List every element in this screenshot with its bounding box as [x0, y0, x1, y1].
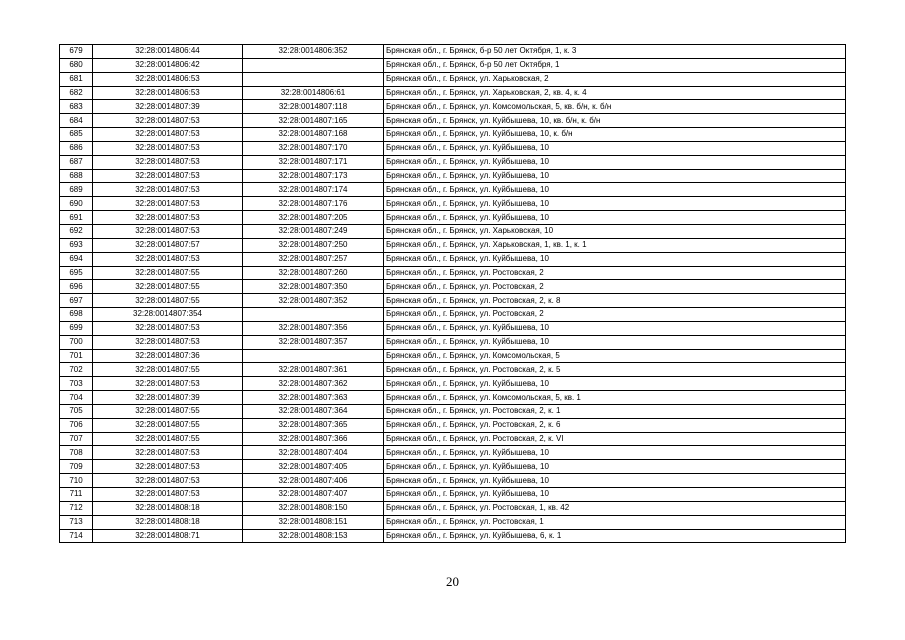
parent-cadastral-cell: 32:28:0014808:18	[93, 515, 243, 529]
cadastral-number-cell: 32:28:0014807:350	[243, 280, 384, 294]
cadastral-number-cell: 32:28:0014807:365	[243, 418, 384, 432]
address-cell: Брянская обл., г. Брянск, ул. Ростовская, 2, к. 1	[384, 404, 846, 418]
parent-cadastral-cell: 32:28:0014807:55	[93, 280, 243, 294]
address-cell: Брянская обл., г. Брянск, ул. Ростовская, 1, кв. 42	[384, 501, 846, 515]
parent-cadastral-cell: 32:28:0014808:71	[93, 529, 243, 543]
address-cell: Брянская обл., г. Брянск, ул. Харьковская, 2, кв. 4, к. 4	[384, 86, 846, 100]
row-number-cell: 688	[60, 169, 93, 183]
cadastral-number-cell: 32:28:0014807:260	[243, 266, 384, 280]
parent-cadastral-cell: 32:28:0014807:36	[93, 349, 243, 363]
cadastral-number-cell: 32:28:0014807:205	[243, 211, 384, 225]
parent-cadastral-cell: 32:28:0014807:53	[93, 141, 243, 155]
parent-cadastral-cell: 32:28:0014807:39	[93, 391, 243, 405]
address-cell: Брянская обл., г. Брянск, ул. Куйбышева, 10, кв. б/н, к. б/н	[384, 114, 846, 128]
cadastral-number-cell	[243, 308, 384, 322]
cadastral-number-cell	[243, 58, 384, 72]
cadastral-number-cell: 32:28:0014807:407	[243, 488, 384, 502]
table-row	[60, 238, 846, 252]
row-number-cell: 704	[60, 391, 93, 405]
address-cell: Брянская обл., г. Брянск, ул. Ростовская, 2, к. 5	[384, 363, 846, 377]
table-row	[60, 474, 846, 488]
cadastral-number-cell: 32:28:0014807:404	[243, 446, 384, 460]
cadastral-number-cell: 32:28:0014807:170	[243, 141, 384, 155]
row-number-cell: 714	[60, 529, 93, 543]
row-number-cell: 698	[60, 308, 93, 322]
parent-cadastral-cell: 32:28:0014807:39	[93, 100, 243, 114]
row-number-cell: 693	[60, 238, 93, 252]
table-row	[60, 114, 846, 128]
parent-cadastral-cell: 32:28:0014807:57	[93, 238, 243, 252]
cadastral-number-cell	[243, 349, 384, 363]
parent-cadastral-cell: 32:28:0014807:55	[93, 294, 243, 308]
property-registry-table	[59, 44, 846, 543]
row-number-cell: 685	[60, 128, 93, 142]
address-cell: Брянская обл., г. Брянск, ул. Куйбышева, 10	[384, 197, 846, 211]
table-row	[60, 418, 846, 432]
cadastral-number-cell: 32:28:0014807:168	[243, 128, 384, 142]
cadastral-number-cell: 32:28:0014807:357	[243, 335, 384, 349]
address-cell: Брянская обл., г. Брянск, ул. Ростовская, 2	[384, 308, 846, 322]
row-number-cell: 692	[60, 224, 93, 238]
table-row	[60, 183, 846, 197]
table-row	[60, 529, 846, 543]
address-cell: Брянская обл., г. Брянск, ул. Куйбышева, 10	[384, 377, 846, 391]
cadastral-number-cell: 32:28:0014807:362	[243, 377, 384, 391]
address-cell: Брянская обл., г. Брянск, ул. Куйбышева, 10, к. б/н	[384, 128, 846, 142]
cadastral-number-cell: 32:28:0014807:171	[243, 155, 384, 169]
address-cell: Брянская обл., г. Брянск, ул. Комсомольская, 5, кв. 1	[384, 391, 846, 405]
parent-cadastral-cell: 32:28:0014807:55	[93, 404, 243, 418]
address-cell: Брянская обл., г. Брянск, ул. Харьковская, 1, кв. 1, к. 1	[384, 238, 846, 252]
row-number-cell: 713	[60, 515, 93, 529]
table-row	[60, 141, 846, 155]
address-cell: Брянская обл., г. Брянск, б-р 50 лет Октября, 1, к. 3	[384, 45, 846, 59]
parent-cadastral-cell: 32:28:0014807:354	[93, 308, 243, 322]
address-cell: Брянская обл., г. Брянск, ул. Харьковская, 10	[384, 224, 846, 238]
table-row	[60, 501, 846, 515]
table-row	[60, 321, 846, 335]
parent-cadastral-cell: 32:28:0014807:53	[93, 252, 243, 266]
cadastral-number-cell: 32:28:0014807:363	[243, 391, 384, 405]
cadastral-number-cell: 32:28:0014807:250	[243, 238, 384, 252]
address-cell: Брянская обл., г. Брянск, ул. Ростовская, 2, к. 6	[384, 418, 846, 432]
row-number-cell: 702	[60, 363, 93, 377]
parent-cadastral-cell: 32:28:0014806:53	[93, 72, 243, 86]
table-row	[60, 377, 846, 391]
address-cell: Брянская обл., г. Брянск, ул. Куйбышева, 10	[384, 460, 846, 474]
row-number-cell: 709	[60, 460, 93, 474]
cadastral-number-cell	[243, 72, 384, 86]
cadastral-number-cell: 32:28:0014807:165	[243, 114, 384, 128]
cadastral-number-cell: 32:28:0014807:366	[243, 432, 384, 446]
row-number-cell: 681	[60, 72, 93, 86]
row-number-cell: 711	[60, 488, 93, 502]
row-number-cell: 695	[60, 266, 93, 280]
row-number-cell: 697	[60, 294, 93, 308]
row-number-cell: 696	[60, 280, 93, 294]
parent-cadastral-cell: 32:28:0014807:55	[93, 432, 243, 446]
cadastral-number-cell: 32:28:0014806:352	[243, 45, 384, 59]
table-row	[60, 45, 846, 59]
parent-cadastral-cell: 32:28:0014807:53	[93, 114, 243, 128]
address-cell: Брянская обл., г. Брянск, ул. Ростовская, 1	[384, 515, 846, 529]
address-cell: Брянская обл., г. Брянск, ул. Куйбышева, 10	[384, 252, 846, 266]
parent-cadastral-cell: 32:28:0014808:18	[93, 501, 243, 515]
table-row	[60, 266, 846, 280]
address-cell: Брянская обл., г. Брянск, ул. Ростовская, 2, к. 8	[384, 294, 846, 308]
row-number-cell: 701	[60, 349, 93, 363]
cadastral-number-cell: 32:28:0014807:356	[243, 321, 384, 335]
parent-cadastral-cell: 32:28:0014807:53	[93, 335, 243, 349]
parent-cadastral-cell: 32:28:0014807:53	[93, 488, 243, 502]
table-row	[60, 460, 846, 474]
cadastral-number-cell: 32:28:0014808:150	[243, 501, 384, 515]
table-row	[60, 391, 846, 405]
cadastral-number-cell: 32:28:0014807:249	[243, 224, 384, 238]
parent-cadastral-cell: 32:28:0014807:53	[93, 460, 243, 474]
table-row	[60, 86, 846, 100]
parent-cadastral-cell: 32:28:0014807:53	[93, 224, 243, 238]
parent-cadastral-cell: 32:28:0014807:53	[93, 377, 243, 391]
cadastral-number-cell: 32:28:0014807:173	[243, 169, 384, 183]
parent-cadastral-cell: 32:28:0014806:53	[93, 86, 243, 100]
row-number-cell: 682	[60, 86, 93, 100]
address-cell: Брянская обл., г. Брянск, ул. Ростовская, 2	[384, 280, 846, 294]
address-cell: Брянская обл., г. Брянск, ул. Куйбышева, 6, к. 1	[384, 529, 846, 543]
row-number-cell: 699	[60, 321, 93, 335]
address-cell: Брянская обл., г. Брянск, ул. Куйбышева, 10	[384, 183, 846, 197]
address-cell: Брянская обл., г. Брянск, ул. Ростовская, 2	[384, 266, 846, 280]
cadastral-number-cell: 32:28:0014806:61	[243, 86, 384, 100]
table-row	[60, 224, 846, 238]
cadastral-number-cell: 32:28:0014807:257	[243, 252, 384, 266]
parent-cadastral-cell: 32:28:0014807:55	[93, 363, 243, 377]
address-cell: Брянская обл., г. Брянск, ул. Куйбышева, 10	[384, 141, 846, 155]
row-number-cell: 707	[60, 432, 93, 446]
parent-cadastral-cell: 32:28:0014807:53	[93, 211, 243, 225]
parent-cadastral-cell: 32:28:0014807:53	[93, 446, 243, 460]
row-number-cell: 708	[60, 446, 93, 460]
table-row	[60, 169, 846, 183]
cadastral-number-cell: 32:28:0014807:176	[243, 197, 384, 211]
table-row	[60, 404, 846, 418]
parent-cadastral-cell: 32:28:0014807:53	[93, 128, 243, 142]
table-row	[60, 349, 846, 363]
parent-cadastral-cell: 32:28:0014807:55	[93, 266, 243, 280]
row-number-cell: 700	[60, 335, 93, 349]
parent-cadastral-cell: 32:28:0014806:42	[93, 58, 243, 72]
parent-cadastral-cell: 32:28:0014807:55	[93, 418, 243, 432]
page-number: 20	[446, 574, 459, 589]
table-row	[60, 488, 846, 502]
table-row	[60, 363, 846, 377]
parent-cadastral-cell: 32:28:0014807:53	[93, 474, 243, 488]
table-row	[60, 515, 846, 529]
cadastral-number-cell: 32:28:0014807:364	[243, 404, 384, 418]
table-row	[60, 197, 846, 211]
table-row	[60, 280, 846, 294]
address-cell: Брянская обл., г. Брянск, ул. Куйбышева, 10	[384, 211, 846, 225]
row-number-cell: 689	[60, 183, 93, 197]
row-number-cell: 691	[60, 211, 93, 225]
cadastral-number-cell: 32:28:0014807:174	[243, 183, 384, 197]
parent-cadastral-cell: 32:28:0014807:53	[93, 183, 243, 197]
table-row	[60, 128, 846, 142]
row-number-cell: 706	[60, 418, 93, 432]
table-row	[60, 155, 846, 169]
row-number-cell: 679	[60, 45, 93, 59]
address-cell: Брянская обл., г. Брянск, ул. Куйбышева, 10	[384, 474, 846, 488]
table-row	[60, 335, 846, 349]
row-number-cell: 712	[60, 501, 93, 515]
table-row	[60, 294, 846, 308]
row-number-cell: 710	[60, 474, 93, 488]
row-number-cell: 680	[60, 58, 93, 72]
table-row	[60, 432, 846, 446]
table-row	[60, 252, 846, 266]
address-cell: Брянская обл., г. Брянск, ул. Харьковская, 2	[384, 72, 846, 86]
address-cell: Брянская обл., г. Брянск, ул. Куйбышева, 10	[384, 321, 846, 335]
cadastral-number-cell: 32:28:0014807:118	[243, 100, 384, 114]
parent-cadastral-cell: 32:28:0014807:53	[93, 155, 243, 169]
address-cell: Брянская обл., г. Брянск, ул. Ростовская, 2, к. VI	[384, 432, 846, 446]
cadastral-number-cell: 32:28:0014808:153	[243, 529, 384, 543]
cadastral-number-cell: 32:28:0014807:361	[243, 363, 384, 377]
cadastral-number-cell: 32:28:0014807:405	[243, 460, 384, 474]
table-row	[60, 58, 846, 72]
row-number-cell: 686	[60, 141, 93, 155]
table-row	[60, 100, 846, 114]
table-row	[60, 211, 846, 225]
table-row	[60, 308, 846, 322]
parent-cadastral-cell: 32:28:0014807:53	[93, 197, 243, 211]
row-number-cell: 703	[60, 377, 93, 391]
row-number-cell: 694	[60, 252, 93, 266]
address-cell: Брянская обл., г. Брянск, ул. Комсомольская, 5, кв. б/н, к. б/н	[384, 100, 846, 114]
address-cell: Брянская обл., г. Брянск, ул. Куйбышева, 10	[384, 169, 846, 183]
row-number-cell: 687	[60, 155, 93, 169]
parent-cadastral-cell: 32:28:0014807:53	[93, 321, 243, 335]
parent-cadastral-cell: 32:28:0014806:44	[93, 45, 243, 59]
parent-cadastral-cell: 32:28:0014807:53	[93, 169, 243, 183]
row-number-cell: 684	[60, 114, 93, 128]
cadastral-number-cell: 32:28:0014807:406	[243, 474, 384, 488]
cadastral-number-cell: 32:28:0014808:151	[243, 515, 384, 529]
cadastral-number-cell: 32:28:0014807:352	[243, 294, 384, 308]
address-cell: Брянская обл., г. Брянск, ул. Куйбышева, 10	[384, 155, 846, 169]
row-number-cell: 690	[60, 197, 93, 211]
table-body	[60, 45, 846, 543]
address-cell: Брянская обл., г. Брянск, б-р 50 лет Октября, 1	[384, 58, 846, 72]
address-cell: Брянская обл., г. Брянск, ул. Куйбышева, 10	[384, 488, 846, 502]
row-number-cell: 683	[60, 100, 93, 114]
address-cell: Брянская обл., г. Брянск, ул. Куйбышева, 10	[384, 335, 846, 349]
table-row	[60, 72, 846, 86]
row-number-cell: 705	[60, 404, 93, 418]
address-cell: Брянская обл., г. Брянск, ул. Куйбышева, 10	[384, 446, 846, 460]
address-cell: Брянская обл., г. Брянск, ул. Комсомольская, 5	[384, 349, 846, 363]
table-row	[60, 446, 846, 460]
